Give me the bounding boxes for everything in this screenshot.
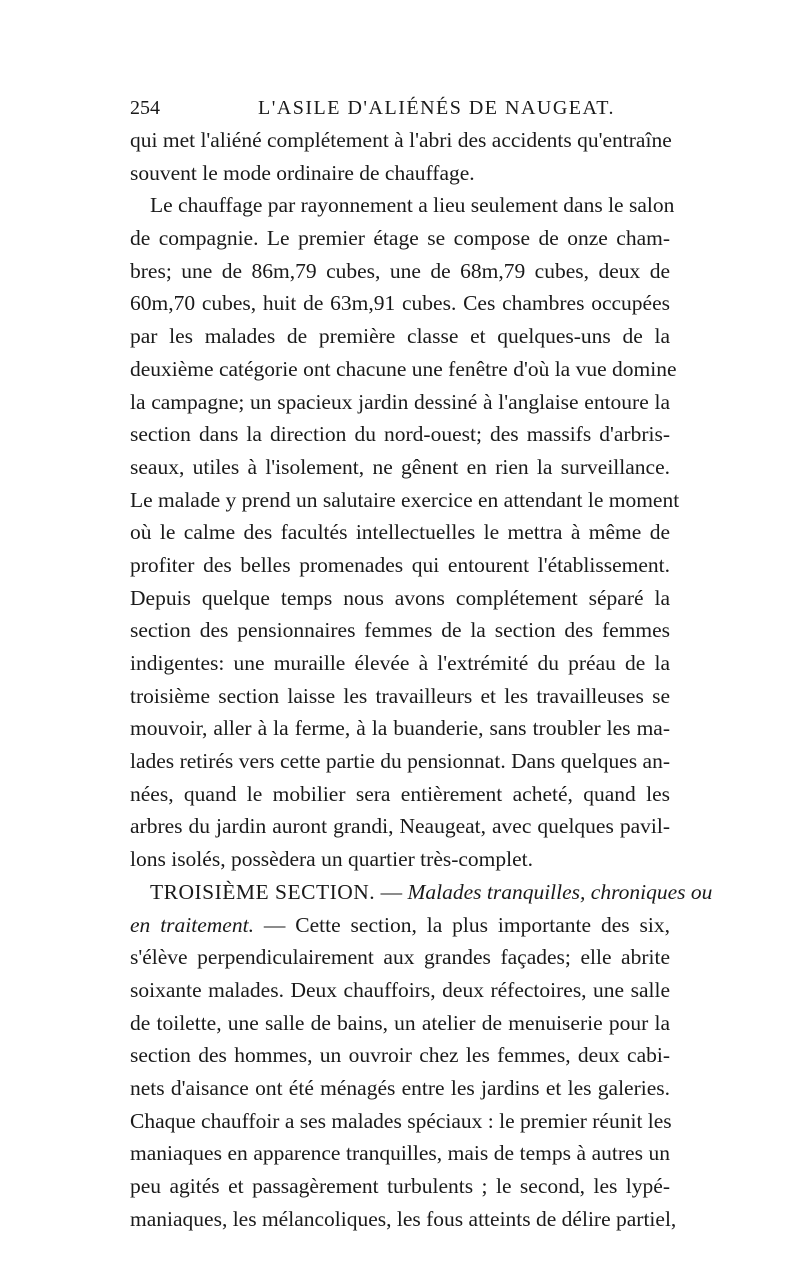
text-line: où le calme des facultés intellectuelles le mettra à même de xyxy=(130,520,670,545)
text-line: deuxième catégorie ont chacune une fenêtre d'où la vue domine xyxy=(130,356,677,381)
running-header xyxy=(130,94,670,122)
text-line: section des pensionnaires femmes de la section des femmes xyxy=(130,618,670,643)
body-text xyxy=(130,124,713,1235)
text-line: bres; une de 86m,79 cubes, une de 68m,79 cubes, deux de xyxy=(130,258,670,283)
text-line xyxy=(130,909,670,942)
text-line: section des hommes, un ouvroir chez les femmes, deux cabi- xyxy=(130,1043,670,1068)
text-line: lades retirés vers cette partie du pensionnat. Dans quelques an- xyxy=(130,749,670,774)
text-line: de toilette, une salle de bains, un atelier de menuiserie pour la xyxy=(130,1010,670,1035)
section-heading: TROISIÈME SECTION. xyxy=(150,879,376,904)
text-line: lons isolés, possèdera un quartier très-complet. xyxy=(130,847,534,872)
text-line: indigentes: une muraille élevée à l'extrémité du préau de la xyxy=(130,651,670,675)
text-line: Depuis quelque temps nous avons complétement séparé la xyxy=(130,585,670,610)
text-line: souvent le mode ordinaire de chauffage. xyxy=(130,160,475,185)
text-line: section dans la direction du nord-ouest; des massifs d'arbris- xyxy=(130,422,670,447)
running-title: L'ASILE D'ALIÉNÉS DE NAUGEAT. xyxy=(258,97,615,119)
text-line: s'élève perpendiculairement aux grandes façades; elle abrite xyxy=(130,945,670,970)
text-line: la campagne; un spacieux jardin dessiné à l'anglaise entoure la xyxy=(130,389,670,414)
text-line: nées, quand le mobilier sera entièrement acheté, quand les xyxy=(130,781,670,806)
text-line: par les malades de première classe et quelques-uns de la xyxy=(130,324,670,349)
text-line: arbres du jardin auront grandi, Neaugeat, avec quelques pavil- xyxy=(130,814,670,839)
text-line: profiter des belles promenades qui entourent l'établissement. xyxy=(130,552,670,577)
text-line: maniaques, les mélancoliques, les fous atteints de délire partiel, xyxy=(130,1206,677,1231)
text-line: nets d'aisance ont été ménagés entre les jardins et les galeries. xyxy=(130,1075,670,1100)
text-line: troisième section laisse les travailleurs et les travailleuses se xyxy=(130,683,670,708)
text-line: Le chauffage par rayonnement a lieu seulement dans le salon xyxy=(150,193,675,218)
text-line: qui met l'aliéné complétement à l'abri des accidents qu'entraîne xyxy=(130,128,672,152)
text-line: soixante malades. Deux chauffoirs, deux réfectoires, une salle xyxy=(130,977,670,1002)
section-title-cont: en traitement. xyxy=(130,912,254,937)
section-title: Malades tranquilles, chroniques ou xyxy=(407,879,713,904)
text-line: de compagnie. Le premier étage se compose de onze cham- xyxy=(130,226,670,251)
text-line: seaux, utiles à l'isolement, ne gênent en rien la surveillance. xyxy=(130,454,670,479)
text-line: Le malade y prend un salutaire exercice en attendant le moment xyxy=(130,487,680,512)
page-number: 254 xyxy=(130,97,160,119)
text-line: peu agités et passagèrement turbulents ; le second, les lypé- xyxy=(130,1174,670,1198)
section-text: — Cette section, la plus importante des six, xyxy=(253,912,670,937)
text-line: Chaque chauffoir a ses malades spéciaux : le premier réunit les xyxy=(130,1108,672,1133)
section-heading-line xyxy=(130,876,713,909)
text-line: maniaques en apparence tranquilles, mais de temps à autres un xyxy=(130,1141,670,1166)
text-line: mouvoir, aller à la ferme, à la buanderie, sans troubler les ma- xyxy=(130,716,670,741)
text-line: 60m,70 cubes, huit de 63m,91 cubes. Ces chambres occupées xyxy=(130,291,670,316)
section-dash: — xyxy=(375,879,408,904)
